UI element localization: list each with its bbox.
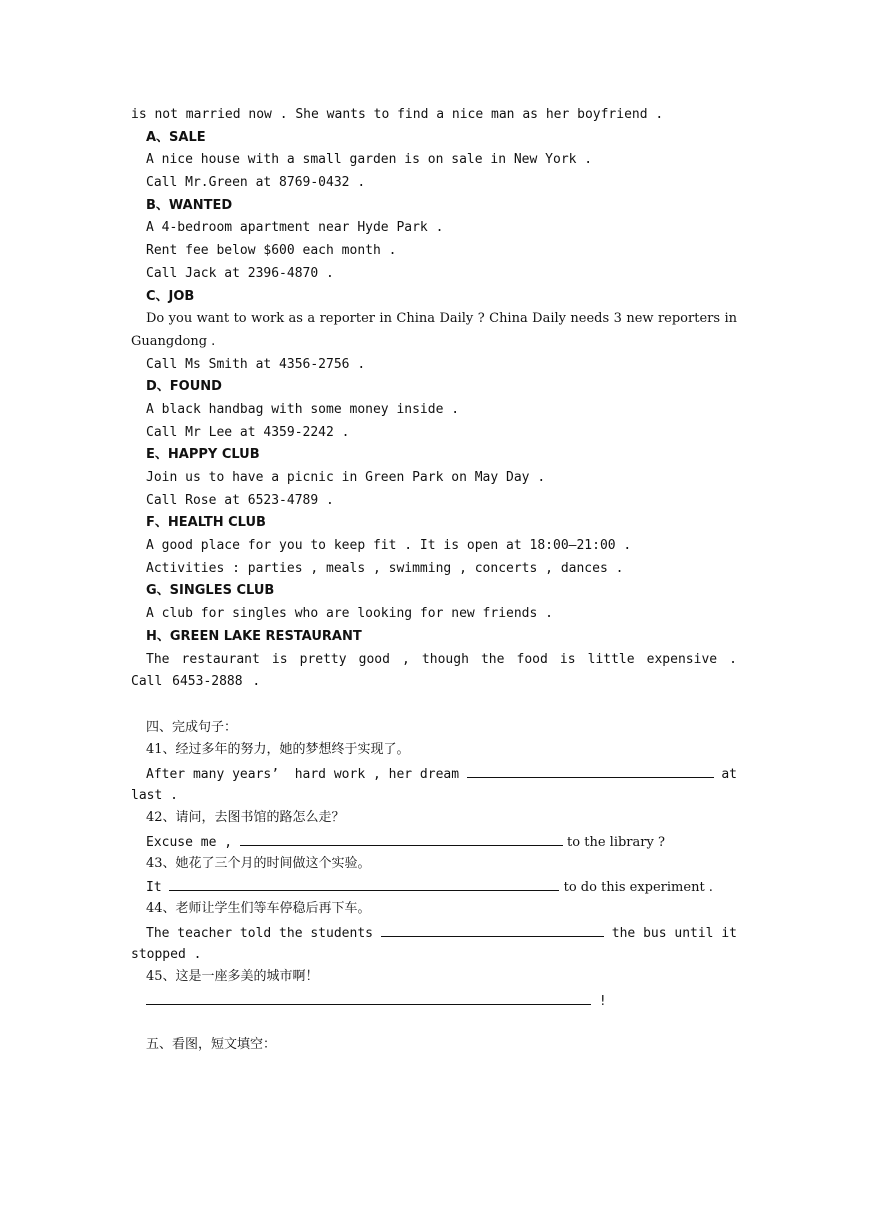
- ad-b-line: Rent fee below $600 each month .: [146, 243, 397, 259]
- ad-h-paragraph: The restaurant is pretty good , though the food is little expensive . Call 6453-2888 .: [131, 651, 737, 690]
- q41-continuation: last .: [131, 787, 178, 803]
- q43-answer-blank[interactable]: [169, 875, 559, 891]
- q42-english: [131, 830, 737, 853]
- q42-chinese: 42、请问，去图书馆的路怎么走？: [146, 810, 345, 826]
- q41-text-before: After many years’ hard work , her dream: [146, 767, 467, 782]
- ad-d-line: Call Mr Lee at 4359-2242 .: [146, 424, 350, 440]
- q45-english: [131, 989, 737, 1012]
- q45-chinese: 45、这是一座多美的城市啊！: [146, 969, 319, 985]
- q44-english: [131, 921, 737, 944]
- q44-text-before: The teacher told the students: [146, 925, 381, 941]
- q42-text-before: Excuse me ,: [146, 835, 240, 851]
- ad-f-line: Activities : parties , meals , swimming , concerts , dances .: [146, 560, 624, 576]
- q41-text-after: at: [713, 767, 737, 782]
- ad-d-title: D、FOUND: [146, 379, 222, 395]
- q45-answer-blank[interactable]: [146, 989, 591, 1005]
- ad-b-line: A 4-bedroom apartment near Hyde Park .: [146, 220, 444, 236]
- ad-d-line: A black handbag with some money inside .: [146, 401, 460, 417]
- spacer: [131, 1012, 737, 1035]
- ad-c-paragraph: Do you want to work as a reporter in China Daily ? China Daily needs 3 new reporters in Guangdong .: [131, 311, 737, 349]
- section-5-heading: 五、看图，短文填空：: [146, 1037, 277, 1053]
- q41-chinese: 41、经过多年的努力，她的梦想终于实现了。: [146, 742, 410, 758]
- ad-c-title: C、JOB: [146, 288, 195, 304]
- ad-a-line: A nice house with a small garden is on sale in New York .: [146, 152, 593, 168]
- ad-e-line: Call Rose at 6523-4789 .: [146, 492, 334, 508]
- q44-continuation: stopped .: [131, 946, 202, 962]
- ad-e-title: E、HAPPY CLUB: [146, 447, 260, 463]
- ad-b-line: Call Jack at 2396-4870 .: [146, 265, 334, 281]
- q44-answer-blank[interactable]: [381, 921, 604, 937]
- ad-b-title: B、WANTED: [146, 197, 233, 213]
- ad-f-title: F、HEALTH CLUB: [146, 515, 266, 531]
- q43-english: [131, 875, 737, 898]
- q42-text-after: to the library ?: [562, 835, 665, 851]
- intro-line: is not married now . She wants to find a nice man as her boyfriend .: [131, 107, 664, 122]
- q43-text-after: to do this experiment .: [559, 880, 713, 896]
- ad-a-title: A、SALE: [146, 129, 206, 145]
- q43-chinese: 43、她花了三个月的时间做这个实验。: [146, 855, 371, 871]
- spacer: [131, 694, 737, 717]
- ad-h-title: H、GREEN LAKE RESTAURANT: [146, 628, 362, 644]
- ad-e-line: Join us to have a picnic in Green Park on May Day .: [146, 470, 546, 486]
- q45-text-after: !: [591, 993, 607, 1009]
- document-page: [131, 104, 737, 1057]
- ad-g-title: G、SINGLES CLUB: [146, 583, 275, 599]
- q42-answer-blank[interactable]: [240, 830, 563, 846]
- section-4-heading: 四、完成句子：: [146, 719, 238, 735]
- q44-text-after: the bus until it: [603, 925, 737, 941]
- q43-text-before: It: [146, 880, 170, 896]
- q41-english: [131, 762, 737, 785]
- ad-c-line: Call Ms Smith at 4356-2756 .: [146, 356, 366, 372]
- q41-answer-blank[interactable]: [467, 762, 714, 778]
- ad-a-line: Call Mr.Green at 8769-0432 .: [146, 175, 366, 191]
- ad-f-line: A good place for you to keep fit . It is open at 18:00—21:00 .: [146, 538, 632, 554]
- q44-chinese: 44、老师让学生们等车停稳后再下车。: [146, 901, 371, 917]
- ad-g-line: A club for singles who are looking for new friends .: [146, 606, 553, 622]
